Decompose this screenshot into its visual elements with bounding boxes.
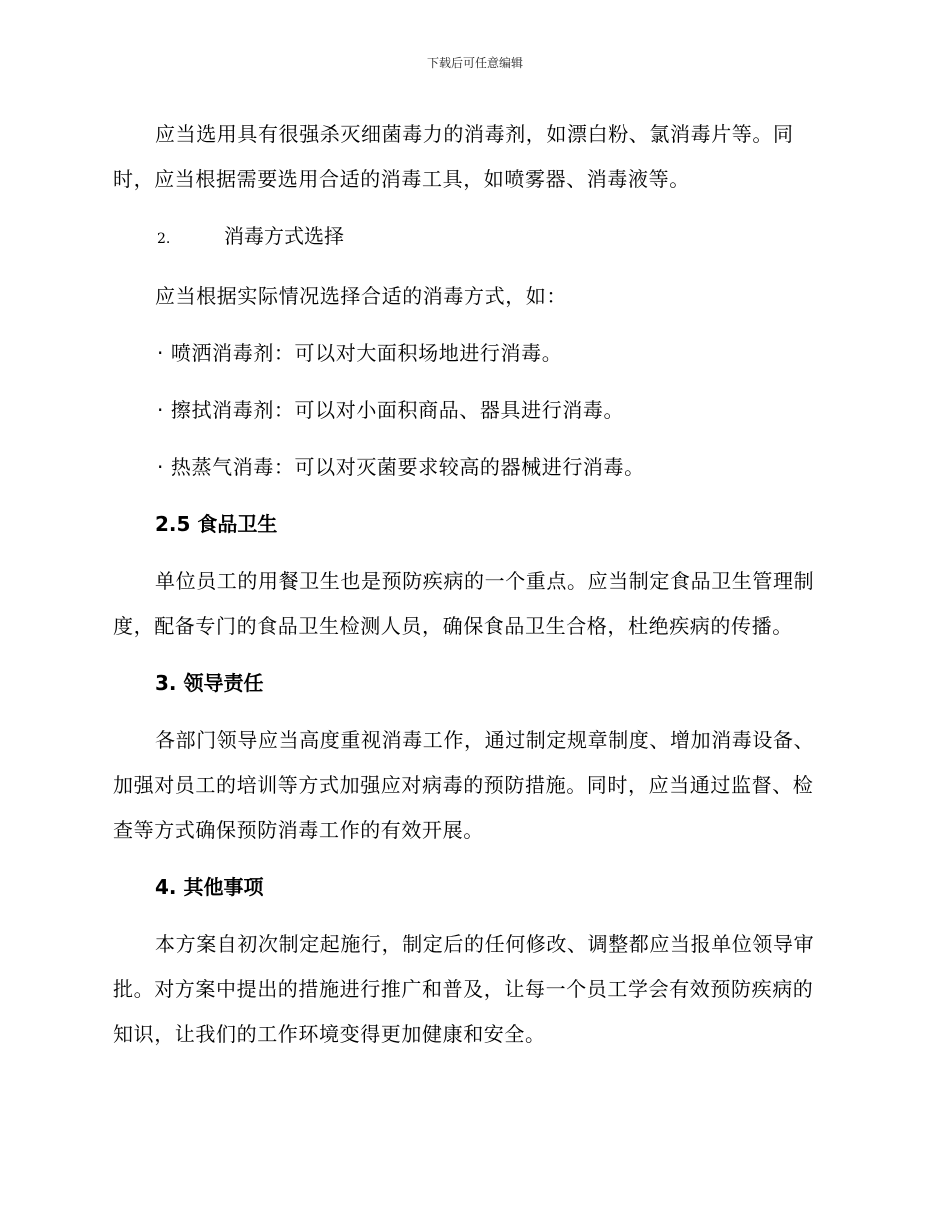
paragraph-food-hygiene: 单位员工的用餐卫生也是预防疾病的一个重点。应当制定食品卫生管理制度，配备专门的食品卫生检测人员，确保食品卫生合格，杜绝疾病的传播。 [113,569,815,638]
page-header: 下载后可任意编辑 [426,56,523,70]
list-heading-disinfection-method [157,214,831,262]
paragraph-method-intro: 应当根据实际情况选择合适的消毒方式，如： [155,284,567,308]
list-number: 2. [157,231,171,247]
section-heading-other-matters: 4. 其他事项 [155,875,264,899]
section-heading-food-hygiene: 2.5 食品卫生 [155,512,278,536]
paragraph-disinfectant-selection: 应当选用具有很强杀灭细菌毒力的消毒剂，如漂白粉、氯消毒片等。同时，应当根据需要选用合适的消毒工具，如喷雾器、消毒液等。 [113,122,794,191]
section-heading-leadership: 3. 领导责任 [155,671,264,695]
document-body [113,112,831,1057]
bullet-item-spray: · 喷洒消毒剂：可以对大面积场地进行消毒。 [157,341,563,365]
bullet-item-steam: · 热蒸气消毒：可以对灭菌要求较高的器械进行消毒。 [157,455,645,479]
paragraph-other-matters: 本方案自初次制定起施行，制定后的任何修改、调整都应当报单位领导审批。对方案中提出的措施进行推广和普及，让每一个员工学会有效预防疾病的知识，让我们的工作环境变得更加健康和安全。 [113,932,815,1046]
list-heading-title: 消毒方式选择 [224,224,344,248]
paragraph-leadership: 各部门领导应当高度重视消毒工作，通过制定规章制度、增加消毒设备、加强对员工的培训等方式加强应对病毒的预防措施。同时，应当通过监督、检查等方式确保预防消毒工作的有效开展。 [113,728,815,842]
bullet-item-wipe: · 擦拭消毒剂：可以对小面积商品、器具进行消毒。 [157,398,625,422]
